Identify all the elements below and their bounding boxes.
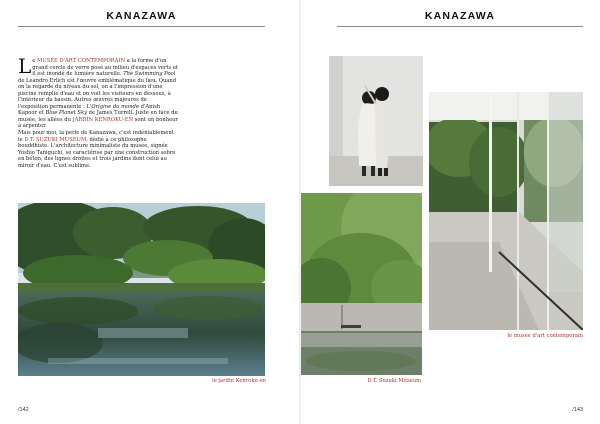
dt-suzuki-caption: D.T. Suzuki Museum xyxy=(367,378,421,384)
artwork-title: Blue Planet Sky xyxy=(45,110,88,117)
text-run: a la forme d'un grand cercle de verre posé au milieu d'espaces verts et il est inondé de lumière naturelle. xyxy=(32,58,179,78)
left-page xyxy=(0,0,299,424)
text-run: e xyxy=(32,58,38,64)
artwork-title: The Swimming Pool xyxy=(123,71,176,78)
right-header-rule xyxy=(337,26,583,27)
artwork-title: L'Origine du monde xyxy=(86,103,139,110)
museum-visitors-photo xyxy=(329,56,423,186)
text-run: d'Anish Kapoor et xyxy=(18,103,161,117)
text-run: Mais pour moi, la perle de Kanazawa, c'est indéniablement le xyxy=(18,130,174,143)
text-run: de Leandro Erlich est l'œuvre emblématique du lieu. Quand on la regarde du niveau du sol, on a l'impression d'une piscine remplie d'eau et on voit les visiteurs en dessous, à l'intérieur du bassin. Autres œuvres majeures de l'exposition permanente : xyxy=(18,77,177,110)
right-page xyxy=(301,0,600,424)
contemporary-museum-photo xyxy=(429,92,583,330)
article-text xyxy=(18,54,179,169)
link-dt-suzuki-museum[interactable]: D.T. SUZUKI MUSEUM xyxy=(24,136,87,143)
text-run: sont un bonheur à arpenter. xyxy=(18,116,178,130)
text-run: , dédié à ce philosophe bouddhiste. L'architecture minimaliste du musée, signée Yoshio Taniguchi, se caractérise par une construction sobre en béton, des lignes droites et trois jardins dont celui au miroir d'eau. C'est sublime. xyxy=(18,136,176,169)
link-jardin-kenroku-en[interactable]: JARDIN KENROKU-EN xyxy=(72,116,134,123)
link-musee-art-contemporain[interactable]: MUSÉE D'ART CONTEMPORAIN xyxy=(37,58,126,64)
left-page-header: KANAZAWA xyxy=(106,10,177,22)
left-header-rule xyxy=(18,26,265,27)
kenroku-en-caption: le jardin Kenroku-en xyxy=(212,378,266,384)
text-run: de James Turrell. Juste en face du musée, les allées du xyxy=(18,110,178,123)
contemporary-museum-caption: le musée d'art contemporain xyxy=(507,333,583,339)
right-page-header: KANAZAWA xyxy=(424,10,496,22)
kenroku-en-photo xyxy=(18,203,265,376)
dt-suzuki-museum-photo xyxy=(301,193,422,375)
left-page-number: /142 xyxy=(18,407,29,413)
right-page-number: /143 xyxy=(572,407,583,413)
drop-cap: L xyxy=(18,54,32,78)
